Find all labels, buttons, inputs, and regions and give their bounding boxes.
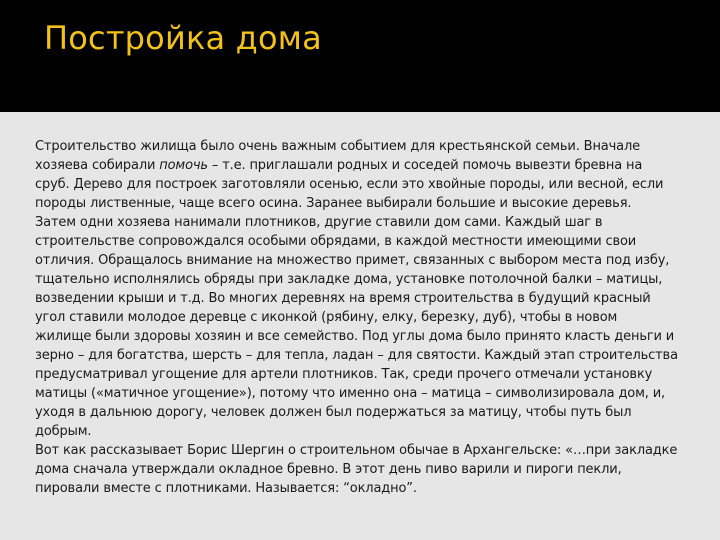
slide-title: Постройка дома <box>44 19 322 57</box>
text-line <box>35 232 690 251</box>
text-run: Строительство жилища было очень важным событием для крестьянской семьи. Вначале <box>35 139 640 154</box>
text-run: уходя в дальнюю дорогу, человек должен был подержаться за матицу, чтобы путь был <box>35 405 632 420</box>
text-run: зерно – для богатства, шерсть – для тепла, ладан – для святости. Каждый этап строительства <box>35 348 678 363</box>
text-line <box>35 327 690 346</box>
text-line <box>35 175 690 194</box>
text-line <box>35 460 690 479</box>
text-run: отличия. Обращалось внимание на множество примет, связанных с выбором места под избу, <box>35 253 670 268</box>
text-line <box>35 384 690 403</box>
text-line <box>35 137 690 156</box>
text-line <box>35 289 690 308</box>
text-run: жилище были здоровы хозяин и все семейство. Под углы дома было принято класть деньги и <box>35 329 675 344</box>
text-run: породы лиственные, чаще всего осина. Заранее выбирали большие и высокие деревья. <box>35 196 632 211</box>
body-text <box>35 137 690 498</box>
text-line <box>35 194 690 213</box>
text-line <box>35 403 690 422</box>
text-line <box>35 270 690 289</box>
text-run: дома сначала утверждали окладное бревно. В этот день пиво варили и пироги пекли, <box>35 462 622 477</box>
text-run: пировали вместе с плотниками. Называется: “окладно”. <box>35 481 417 496</box>
text-line <box>35 365 690 384</box>
text-run: Вот как рассказывает Борис Шергин о строительном обычае в Архангельске: «…при закладке <box>35 443 678 458</box>
text-line <box>35 213 690 232</box>
text-run: добрым. <box>35 424 92 439</box>
text-run: – т.е. приглашали родных и соседей помочь вывезти бревна на <box>207 158 643 173</box>
title-bar <box>0 0 720 112</box>
text-line <box>35 441 690 460</box>
text-line <box>35 251 690 270</box>
text-line <box>35 479 690 498</box>
text-run: тщательно исполнялись обряды при закладке дома, установке потолочной балки – матицы, <box>35 272 663 287</box>
text-run: матицы («матичное угощение»), потому что именно она – матица – символизировала дом, и, <box>35 386 666 401</box>
emphasized-term: помочь <box>159 158 208 173</box>
text-line <box>35 308 690 327</box>
text-run: строительстве сопровождался особыми обрядами, в каждой местности имеющими свои <box>35 234 637 249</box>
text-run: Затем одни хозяева нанимали плотников, другие ставили дом сами. Каждый шаг в <box>35 215 603 230</box>
text-line <box>35 346 690 365</box>
text-line <box>35 156 690 175</box>
text-run: сруб. Дерево для построек заготовляли осенью, если это хвойные породы, или весной, если <box>35 177 664 192</box>
text-run: возведении крыши и т.д. Во многих деревнях на время строительства в будущий красный <box>35 291 651 306</box>
text-run: угол ставили молодое деревце с иконкой (рябину, елку, березку, дуб), чтобы в новом <box>35 310 618 325</box>
text-run: хозяева собирали <box>35 158 160 173</box>
text-run: предусматривал угощение для артели плотников. Так, среди прочего отмечали установку <box>35 367 653 382</box>
text-line <box>35 422 690 441</box>
